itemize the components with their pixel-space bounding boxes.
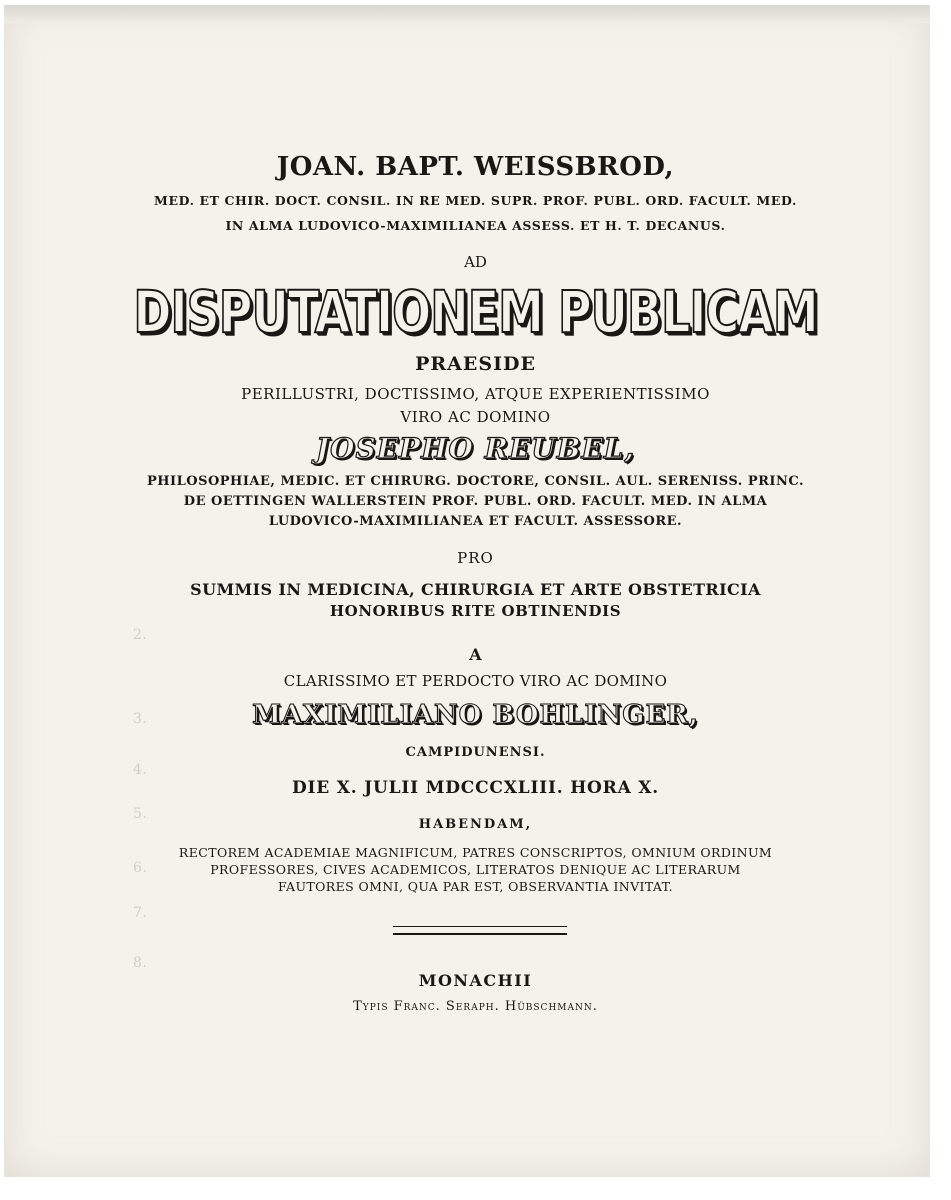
bleed-through-num-7: 7. (133, 905, 148, 921)
place-of-printing: MONACHII (418, 971, 533, 990)
bleed-through-num-2: 2. (133, 627, 148, 643)
invitation-line-3: FAUTORES OMNI, QUA PAR EST, OBSERVANTIA INVITAT. (278, 879, 673, 894)
ad-word: AD (464, 253, 487, 271)
a-word: A (469, 645, 482, 664)
praeses-titles-line-1: PHILOSOPHIAE, MEDIC. ET CHIRURG. DOCTORE, CONSIL. AUL. SERENISS. PRINC. (146, 474, 805, 489)
candidate-name: MAXIMILIANO BOHLINGER, (252, 700, 699, 730)
praeses-titles-line-2: DE OETTINGEN WALLERSTEIN PROF. PUBL. ORD. FACULT. MED. IN ALMA (183, 494, 768, 509)
bleed-through-num-8: 8. (133, 955, 148, 971)
bleed-through-num-6: 6. (133, 860, 148, 876)
printer-imprint: Typis Franc. Seraph. Hübschmann. (353, 999, 598, 1014)
page-top-shadow (4, 5, 930, 23)
habendam-word: HABENDAM, (418, 817, 533, 832)
honors-line-1: SUMMIS IN MEDICINA, CHIRURGIA ET ARTE OBSTETRICIA (190, 580, 761, 599)
viro-ac-domino: VIRO AC DOMINO (400, 408, 551, 426)
praeses-name: JOSEPHO REUBEL, (315, 432, 636, 465)
decorative-rule (393, 926, 567, 935)
headline: DISPUTATIONEM PUBLICAM (133, 278, 818, 346)
praeses-titles-line-3: LUDOVICO-MAXIMILIANEA ET FACULT. ASSESSORE. (268, 514, 683, 529)
honors-line-2: HONORIBUS RITE OBTINENDIS (329, 602, 622, 620)
bleed-through-num-4: 4. (133, 762, 148, 778)
author-titles-line-1: MED. ET CHIR. DOCT. CONSIL. IN RE MED. SUPR. PROF. PUBL. ORD. FACULT. MED. (154, 193, 797, 208)
bleed-through-num-5: 5. (133, 806, 148, 822)
candidate-origin: CAMPIDUNENSI. (405, 745, 546, 760)
author-titles-line-2: IN ALMA LUDOVICO-MAXIMILIANEA ASSESS. ET H. T. DECANUS. (225, 218, 726, 233)
invitation-line-1: RECTOREM ACADEMIAE MAGNIFICUM, PATRES CONSCRIPTOS, OMNIUM ORDINUM (178, 845, 773, 860)
disputation-date: DIE X. JULII MDCCCXLIII. HORA X. (291, 778, 660, 798)
praeses-epithets: PERILLUSTRI, DOCTISSIMO, ATQUE EXPERIENTISSIMO (241, 385, 710, 403)
invitation-line-2: PROFESSORES, CIVES ACADEMICOS, LITERATOS DENIQUE AC LITERARUM (210, 862, 741, 877)
candidate-epithets: CLARISSIMO ET PERDOCTO VIRO AC DOMINO (283, 672, 668, 690)
pro-word: PRO (457, 549, 494, 567)
praeside-word: PRAESIDE (415, 353, 536, 375)
bleed-through-num-3: 3. (133, 711, 148, 727)
author-name: JOAN. BAPT. WEISSBROD, (276, 152, 675, 182)
